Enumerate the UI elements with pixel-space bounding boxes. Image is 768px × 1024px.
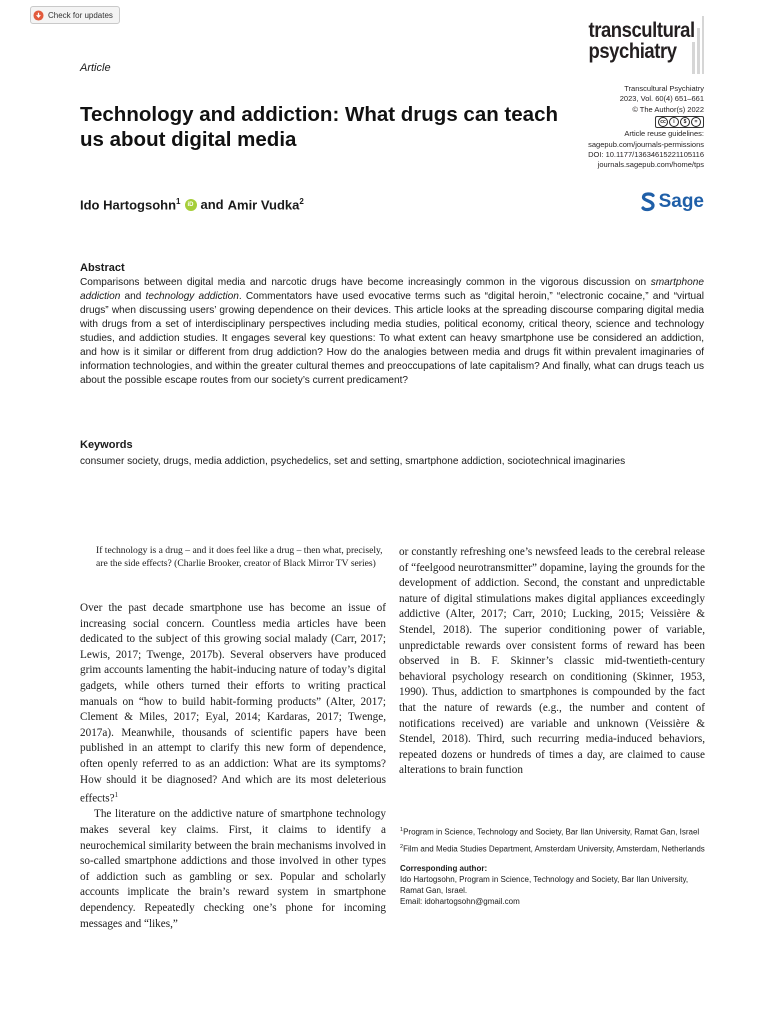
author-1[interactable]: Ido Hartogsohn$^1$ [80, 197, 181, 213]
affiliation-2: $^2$Film and Media Studies Department, Amsterdam University, Amsterdam, Netherlands [400, 843, 705, 854]
abstract-text: Comparisons between digital media and narcotic drugs have become increasingly common in the vigorous discussion on smartphone addiction and technology addiction. Commentators have used evocative terms such as “digital heroin,” “electronic cocaine,” and “virtual drugs” when discussing users’ growing dependence on their devices. This article looks at the spreading discourse comparing digital media with drugs from a set of interdisciplinary perspectives including media studies, political economy, critical theory, science and technology studies, and addiction studies. It engages several key questions: To what extent can heavy smartphone use be considered an addiction, and how is it similar or different from drug addiction? How do the analogies between media and drugs fit within prevalent imaginaries of information technologies, and within the greater cultural themes and preoccupations of late capitalism? And finally, what can drugs teach us about the possible escape routes from our society’s current predicament? [80, 277, 704, 386]
corresponding-author-heading: Corresponding author: [400, 863, 488, 873]
journal-name-line1: transcultural [588, 19, 695, 42]
sage-s-icon [641, 192, 655, 212]
body-column-right [399, 545, 705, 779]
sage-logo [641, 191, 704, 213]
article-title: Technology and addiction: What drugs can teach us about digital media [80, 103, 558, 151]
affiliations-footnotes [400, 825, 706, 908]
copyright: © The Author(s) 2022 [632, 104, 704, 114]
journal-logo-bars [692, 16, 704, 74]
journal-name-line2: psychiatry [588, 40, 677, 63]
body-column-left [80, 601, 386, 932]
abstract-heading: Abstract [80, 262, 125, 274]
reuse-label: Article reuse guidelines: [624, 129, 704, 139]
body-paragraph: or constantly refreshing one’s newsfeed leads to the cerebral release of “feelgood neurotransmitter” dopamine, laying the grounds for the development of addiction. Second, the constant and unpredictable nature of digital stimulations makes digital appliances exceedingly addictive (Alter, 2017; Carr, 2010; Lucking, 2015; Veissière & Stendel, 2018). The superior conditioning power of variable, unpredictable rewards over consistent forms of reward has been observed in B. F. Skinner’s classic mid-twentieth-century behavioral psychology research on conditioning (Skinner, 1953, 1990). Thus, addiction to smartphones is compounded by the fact that the nature of rewards (e.g., the number and content of notifications received) are variable and unknown (Veissière & Stendel, 2018). Third, such recurring media-induced behaviors, repeated dozens or hundreds of times a day, are claimed to cause alterations to brain function [399, 546, 706, 777]
author-join: and [200, 197, 224, 213]
creative-commons-icon[interactable]: cc i $ = [655, 116, 704, 128]
journal-citation: Transcultural Psychiatry [624, 84, 704, 93]
affiliation-1: $^1$Program in Science, Technology and Society, Bar Ilan University, Ramat Gan, Israel [400, 827, 700, 837]
epigraph: If technology is a drug – and it does feel like a drug – then what, precisely, are the side effects? (Charlie Brooker, creator of Black Mirror TV series) [96, 545, 383, 569]
body-paragraph: Over the past decade smartphone use has become an issue of increasing social concern. Countless media articles have been dedicated to the subject of this growing social malady (Carr, 2017; Lewis, 2017; Twenge, 2017b). Several observers have produced grim accounts lamenting the habit-inducing nature of today’s digital gadgets, while others turned their efforts to writing practical manuals on “how to build habit-forming products” (Alter, 2017; Clement & Miles, 2017; Eyal, 2014; Kardaras, 2017; Twenge, 2017a). Meanwhile, thousands of scientific papers have been published in an attempt to clarify this new form of dependence, often openly referred to as an addiction: What are its symptoms? How should it be diagnosed? And which are its most deleterious effects?$^1$ [80, 602, 386, 805]
body-paragraph: The literature on the addictive nature of smartphone technology makes several key claims. First, it claims to identify a neurochemical similarity between the brain mechanisms involved in so-called smartphone addictions and those involved in other types of addiction such as gambling or sex. Popular and scholarly accounts implicate the brain’s reward system in smartphone dependency. Repeatedly checking one’s phone for incoming messages and “likes,” [80, 808, 386, 930]
orcid-icon[interactable]: iD [185, 199, 197, 211]
article-type: Article [80, 62, 111, 74]
journal-link[interactable]: journals.sagepub.com/home/tps [597, 160, 704, 170]
journal-logo [589, 20, 695, 62]
volume-info: 2023, Vol. 60(4) 651–661 [619, 94, 704, 104]
endnote-ref[interactable]: 1 [114, 791, 119, 800]
corresponding-author-details: Ido Hartogsohn, Program in Science, Technology and Society, Bar Ilan University, Ramat Gan, Israel. [400, 874, 689, 896]
keywords-list: consumer society, drugs, media addiction, psychedelics, set and setting, smartphone addiction, sociotechnical imaginaries [80, 456, 626, 467]
author-list [80, 197, 304, 212]
check-for-updates-label: Check for updates [48, 10, 113, 20]
corresponding-author-email[interactable]: Email: idohartogsohn@gmail.com [400, 897, 520, 907]
reuse-link[interactable]: sagepub.com/journals-permissions [588, 139, 704, 149]
update-icon [33, 10, 44, 21]
doi-link[interactable]: DOI: 10.1177/13634615221105116 [588, 150, 704, 160]
keywords-heading: Keywords [80, 439, 133, 451]
author-2[interactable]: Amir Vudka$^2$ [227, 197, 304, 213]
check-for-updates-button[interactable] [30, 6, 120, 24]
publisher-name: Sage [658, 191, 704, 212]
